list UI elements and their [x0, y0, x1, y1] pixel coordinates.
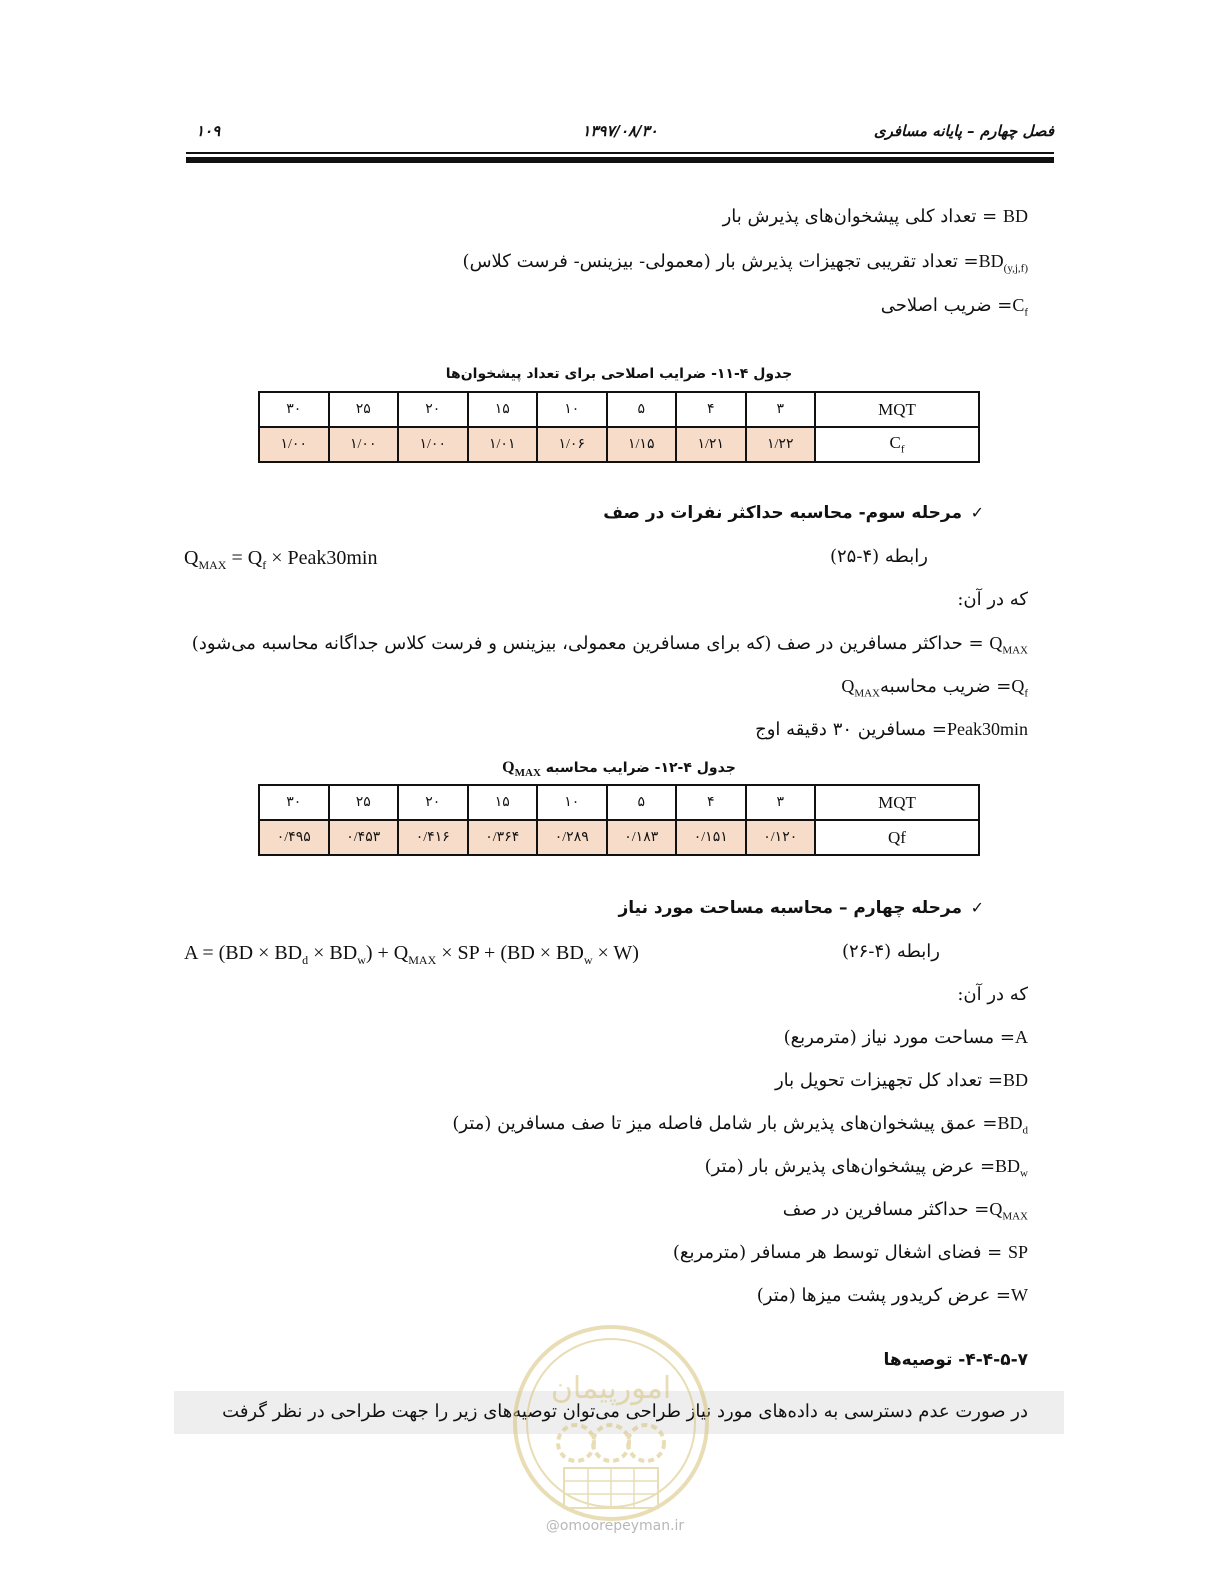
svg-text:امورپیمان: امورپیمان — [550, 1371, 672, 1406]
def-bd-total: BD= تعداد کل تجهیزات تحویل بار — [774, 1070, 1028, 1091]
section-title: ۴-۴-۵-۷- توصیه‌ها — [883, 1350, 1028, 1370]
def-qf: $Q_f=$ ضریب محاسبهQ$_{MAX}$ — [841, 676, 1028, 700]
table2-value-cell: ۰/۴۵۳ — [329, 820, 399, 855]
table2-mqt-cell: ۲۰ — [398, 785, 468, 820]
table2-mqt-cell: ۵ — [607, 785, 677, 820]
table2-mqt-cell: ۴ — [676, 785, 746, 820]
def-w: W= عرض کریدور پشت میزها (متر) — [756, 1285, 1028, 1306]
def-cf: $C_f=$ ضریب اصلاحی — [880, 295, 1028, 319]
header-date: ۱۳۹۷/۰۸/۳۰ — [582, 122, 658, 140]
table1-value-cell: ۱/۰۰ — [398, 427, 468, 462]
table2 — [258, 784, 980, 856]
def-sp: SP = فضای اشغال توسط هر مسافر (مترمربع) — [672, 1242, 1028, 1263]
def-bd-d: $BD_d=$ عمق پیشخوان‌های پذیرش بار شامل فاصله میز تا صف مسافرین (متر) — [452, 1113, 1028, 1137]
formula-label-26: رابطه (۴-۲۶) — [841, 941, 940, 962]
step4-check-icon: ✓ — [970, 898, 984, 917]
table1-value-cell: ۱/۰۰ — [329, 427, 399, 462]
table1-value-cell: ۱/۱۵ — [607, 427, 677, 462]
table2-value-cell: ۰/۳۶۴ — [468, 820, 538, 855]
table2-value-cell: ۰/۱۵۱ — [676, 820, 746, 855]
table1-mqt-cell: ۴ — [676, 392, 746, 427]
table1-value-cell: ۱/۰۶ — [537, 427, 607, 462]
table1-mqt-cell: ۳۰ — [259, 392, 329, 427]
def-bd-w: $BD_w=$ عرض پیشخوان‌های پذیرش بار (متر) — [704, 1156, 1028, 1180]
table2-mqt-cell: ۳ — [746, 785, 816, 820]
def-bd-yjf: $BD_{(y,j,f)}=$ تعداد تقریبی تجهیزات پذیرش بار (معمولی- بیزینس- فرست کلاس) — [462, 251, 1028, 275]
step4-title: مرحله چهارم – محاسبه مساحت مورد نیاز — [618, 898, 962, 918]
table1-row2-label: $C_f$ — [815, 427, 979, 462]
table1-mqt-cell: ۱۵ — [468, 392, 538, 427]
table2-value-cell: ۰/۲۸۹ — [537, 820, 607, 855]
table2-caption: جدول ۴-۱۲- ضرایب محاسبه $Q_{MAX}$ — [502, 759, 736, 780]
table1 — [258, 391, 980, 463]
table1-mqt-cell: ۳ — [746, 392, 816, 427]
header-rule-thin — [186, 152, 1054, 154]
formula-label-25: رابطه (۴-۲۵) — [829, 546, 928, 567]
formula-area: $A = (BD \times BD_d \times BD_w) + Q_{MAX}$ × SP + $(BD \times BD_w \times W)$ — [184, 942, 639, 967]
table2-value-cell: ۰/۴۱۶ — [398, 820, 468, 855]
formula-qmax: $Q_{MAX} = Q_f$ × Peak30min — [184, 547, 378, 572]
table2-mqt-cell: ۱۰ — [537, 785, 607, 820]
table1-mqt-cell: ۵ — [607, 392, 677, 427]
def-qmax: $Q_{MAX}$ = حداکثر مسافرین در صف (که برای مسافرین معمولی، بیزینس و فرست کلاس جداگانه محاسبه می‌شود) — [191, 633, 1028, 657]
table1-value-cell: ۱/۲۱ — [676, 427, 746, 462]
step3-where: که در آن: — [957, 589, 1028, 610]
table1-mqt-cell: ۲۰ — [398, 392, 468, 427]
section-body: در صورت عدم دسترسی به داده‌های مورد نیاز طراحی می‌توان توصیه‌های زیر را جهت طراحی در نظر گرفت — [222, 1401, 1028, 1422]
step4-where: که در آن: — [957, 984, 1028, 1005]
step3-check-icon: ✓ — [970, 503, 984, 522]
watermark-logo — [506, 1318, 716, 1528]
table1-mqt-cell: ۱۰ — [537, 392, 607, 427]
def-bd: BD = تعداد کلی پیشخوان‌های پذیرش بار — [722, 206, 1028, 227]
header-rule-thick — [186, 157, 1054, 163]
table2-value-cell: ۰/۴۹۵ — [259, 820, 329, 855]
table1-row1-label: MQT — [815, 392, 979, 427]
table1-value-cell: ۱/۰۱ — [468, 427, 538, 462]
def-qmax-2: $Q_{MAX}=$ حداکثر مسافرین در صف — [782, 1199, 1028, 1223]
table2-mqt-cell: ۳۰ — [259, 785, 329, 820]
table2-value-cell: ۰/۱۸۳ — [607, 820, 677, 855]
table1-value-cell: ۱/۲۲ — [746, 427, 816, 462]
page-number: ۱۰۹ — [196, 122, 221, 140]
table1-mqt-cell: ۲۵ — [329, 392, 399, 427]
watermark-site: @omoorepeyman.ir — [545, 1518, 685, 1534]
chapter-title: فصل چهارم – پایانه مسافری — [873, 122, 1054, 140]
def-peak: Peak30min= مسافرین ۳۰ دقیقه اوج — [755, 719, 1028, 740]
table2-mqt-cell: ۱۵ — [468, 785, 538, 820]
table2-value-cell: ۰/۱۲۰ — [746, 820, 816, 855]
table1-caption: جدول ۴-۱۱- ضرایب اصلاحی برای تعداد پیشخوان‌ها — [445, 366, 793, 382]
table2-row1-label: MQT — [815, 785, 979, 820]
table1-value-cell: ۱/۰۰ — [259, 427, 329, 462]
step3-title: مرحله سوم- محاسبه حداکثر نفرات در صف — [603, 503, 962, 523]
def-a: A= مساحت مورد نیاز (مترمربع) — [783, 1027, 1028, 1048]
table2-mqt-cell: ۲۵ — [329, 785, 399, 820]
table2-row2-label: Qf — [815, 820, 979, 855]
